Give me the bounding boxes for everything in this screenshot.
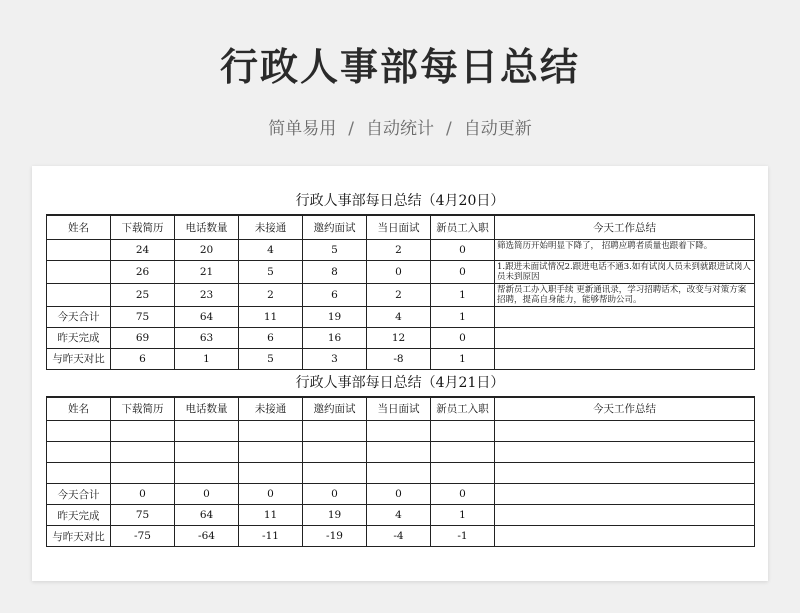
column-header: 姓名	[47, 215, 111, 239]
value-cell[interactable]	[111, 463, 175, 484]
value-cell[interactable]: -11	[239, 526, 303, 547]
value-cell[interactable]	[239, 442, 303, 463]
value-cell[interactable]: 24	[111, 239, 175, 260]
value-cell[interactable]: 4	[239, 239, 303, 260]
table-row	[47, 463, 755, 484]
value-cell[interactable]: 6	[239, 327, 303, 348]
row-label-cell[interactable]	[47, 463, 111, 484]
value-cell[interactable]: 2	[239, 283, 303, 306]
work-summary-cell[interactable]: 筛选简历开始明显下降了， 招聘应聘者质量也跟着下降。	[495, 239, 755, 260]
value-cell[interactable]	[239, 463, 303, 484]
value-cell[interactable]: 64	[175, 505, 239, 526]
page-title: 行政人事部每日总结	[219, 45, 580, 89]
value-cell[interactable]: 0	[303, 484, 367, 505]
value-cell[interactable]	[111, 442, 175, 463]
value-cell[interactable]: 0	[111, 484, 175, 505]
column-header: 新员工入职	[431, 397, 495, 421]
value-cell[interactable]: 69	[111, 327, 175, 348]
value-cell[interactable]: 6	[111, 348, 175, 369]
work-summary-cell[interactable]	[495, 348, 755, 369]
feature-auto-update: 自动更新	[463, 119, 532, 139]
daily-summary-table-2	[46, 370, 754, 548]
feature-auto-stats: 自动统计	[366, 119, 434, 139]
value-cell[interactable]	[175, 463, 239, 484]
value-cell[interactable]: 75	[111, 306, 175, 327]
value-cell[interactable]: 0	[431, 484, 495, 505]
value-cell[interactable]: 5	[239, 348, 303, 369]
table-row	[47, 239, 755, 260]
table-row	[47, 306, 755, 327]
value-cell[interactable]: 64	[175, 306, 239, 327]
value-cell[interactable]: 16	[303, 327, 367, 348]
row-label-cell[interactable]: 今天合计	[47, 484, 111, 505]
column-header: 邀约面试	[303, 215, 367, 239]
table-row	[47, 505, 755, 526]
row-label-cell[interactable]	[47, 421, 111, 442]
value-cell[interactable]: -8	[367, 348, 431, 369]
row-label-cell[interactable]	[47, 239, 111, 260]
work-summary-cell[interactable]: 1.跟进未面试情况2.跟进电话不通3.如有试岗人员未到就跟进试岗人员未到原因	[495, 260, 755, 283]
value-cell[interactable]: 12	[367, 327, 431, 348]
row-label-cell[interactable]	[47, 283, 111, 306]
value-cell[interactable]	[431, 421, 495, 442]
column-header: 电话数量	[175, 215, 239, 239]
column-header: 未接通	[239, 215, 303, 239]
summary-table	[46, 214, 755, 370]
value-cell[interactable]: -64	[175, 526, 239, 547]
value-cell[interactable]: 0	[431, 327, 495, 348]
table-title: 行政人事部每日总结（4月20日）	[295, 193, 505, 209]
separator: /	[446, 119, 452, 139]
work-summary-cell[interactable]	[495, 463, 755, 484]
value-cell[interactable]	[367, 463, 431, 484]
value-cell[interactable]: 8	[303, 260, 367, 283]
column-header: 下载简历	[111, 215, 175, 239]
value-cell[interactable]	[367, 442, 431, 463]
row-label-cell[interactable]: 与昨天对比	[47, 526, 111, 547]
table-row	[47, 484, 755, 505]
value-cell[interactable]: 0	[431, 239, 495, 260]
table-row	[47, 283, 755, 306]
value-cell[interactable]: -75	[111, 526, 175, 547]
work-summary-cell[interactable]	[495, 484, 755, 505]
value-cell[interactable]: 1	[431, 505, 495, 526]
separator: /	[348, 119, 354, 139]
work-summary-cell[interactable]	[495, 421, 755, 442]
feature-tagline	[0, 114, 800, 139]
header-row	[47, 397, 755, 421]
value-cell[interactable]: 5	[303, 239, 367, 260]
column-header: 邀约面试	[303, 397, 367, 421]
value-cell[interactable]: 6	[303, 283, 367, 306]
value-cell[interactable]: 4	[367, 505, 431, 526]
work-summary-cell[interactable]	[495, 442, 755, 463]
value-cell[interactable]: 1	[431, 306, 495, 327]
value-cell[interactable]: 0	[175, 484, 239, 505]
row-label-cell[interactable]	[47, 260, 111, 283]
value-cell[interactable]	[431, 463, 495, 484]
value-cell[interactable]: -4	[367, 526, 431, 547]
work-summary-cell[interactable]: 帮新员工办入职手续 更新通讯录，学习招聘话术，改变与对策方案招聘，提高自身能力，能够帮助公司。	[495, 283, 755, 306]
value-cell[interactable]: 1	[431, 283, 495, 306]
value-cell[interactable]: 11	[239, 306, 303, 327]
work-summary-cell[interactable]	[495, 306, 755, 327]
daily-summary-table-1	[46, 188, 754, 370]
row-label-cell[interactable]: 与昨天对比	[47, 348, 111, 369]
value-cell[interactable]: 63	[175, 327, 239, 348]
value-cell[interactable]: 20	[175, 239, 239, 260]
value-cell[interactable]: 26	[111, 260, 175, 283]
summary-table	[46, 396, 755, 548]
value-cell[interactable]	[303, 442, 367, 463]
column-header: 电话数量	[175, 397, 239, 421]
header-row	[47, 215, 755, 239]
value-cell[interactable]: 1	[175, 348, 239, 369]
value-cell[interactable]	[431, 442, 495, 463]
value-cell[interactable]: 1	[431, 348, 495, 369]
table-row	[47, 442, 755, 463]
column-header: 当日面试	[367, 397, 431, 421]
value-cell[interactable]	[111, 421, 175, 442]
row-label-cell[interactable]: 昨天完成	[47, 327, 111, 348]
value-cell[interactable]: 21	[175, 260, 239, 283]
column-header: 未接通	[239, 397, 303, 421]
table-row	[47, 260, 755, 283]
row-label-cell[interactable]: 昨天完成	[47, 505, 111, 526]
value-cell[interactable]: 3	[303, 348, 367, 369]
row-label-cell[interactable]	[47, 442, 111, 463]
feature-easy: 简单易用	[268, 119, 337, 139]
value-cell[interactable]: 23	[175, 283, 239, 306]
value-cell[interactable]: 4	[367, 306, 431, 327]
table-title: 行政人事部每日总结（4月21日）	[295, 374, 505, 391]
value-cell[interactable]: 75	[111, 505, 175, 526]
work-summary-cell[interactable]	[495, 327, 755, 348]
spreadsheet-content	[46, 188, 754, 547]
column-header: 当日面试	[367, 215, 431, 239]
value-cell[interactable]: 0	[239, 484, 303, 505]
value-cell[interactable]: 0	[367, 260, 431, 283]
column-header: 今天工作总结	[495, 397, 755, 421]
value-cell[interactable]	[175, 421, 239, 442]
spreadsheet-preview	[32, 166, 768, 581]
table-row	[47, 421, 755, 442]
value-cell[interactable]: 2	[367, 283, 431, 306]
value-cell[interactable]: 5	[239, 260, 303, 283]
column-header: 下载简历	[111, 397, 175, 421]
table-row	[47, 526, 755, 547]
value-cell[interactable]	[303, 463, 367, 484]
value-cell[interactable]: 11	[239, 505, 303, 526]
value-cell[interactable]	[367, 421, 431, 442]
column-header: 今天工作总结	[495, 215, 755, 239]
value-cell[interactable]: 0	[431, 260, 495, 283]
value-cell[interactable]: 0	[367, 484, 431, 505]
value-cell[interactable]	[303, 421, 367, 442]
value-cell[interactable]: -1	[431, 526, 495, 547]
table-row	[47, 348, 755, 369]
table-row	[47, 327, 755, 348]
row-label-cell[interactable]: 今天合计	[47, 306, 111, 327]
value-cell[interactable]: 25	[111, 283, 175, 306]
value-cell[interactable]: 19	[303, 306, 367, 327]
value-cell[interactable]: 19	[303, 505, 367, 526]
work-summary-cell[interactable]	[495, 526, 755, 547]
column-header: 新员工入职	[431, 215, 495, 239]
work-summary-cell[interactable]	[495, 505, 755, 526]
value-cell[interactable]: 2	[367, 239, 431, 260]
value-cell[interactable]	[175, 442, 239, 463]
value-cell[interactable]: -19	[303, 526, 367, 547]
column-header: 姓名	[47, 397, 111, 421]
value-cell[interactable]	[239, 421, 303, 442]
